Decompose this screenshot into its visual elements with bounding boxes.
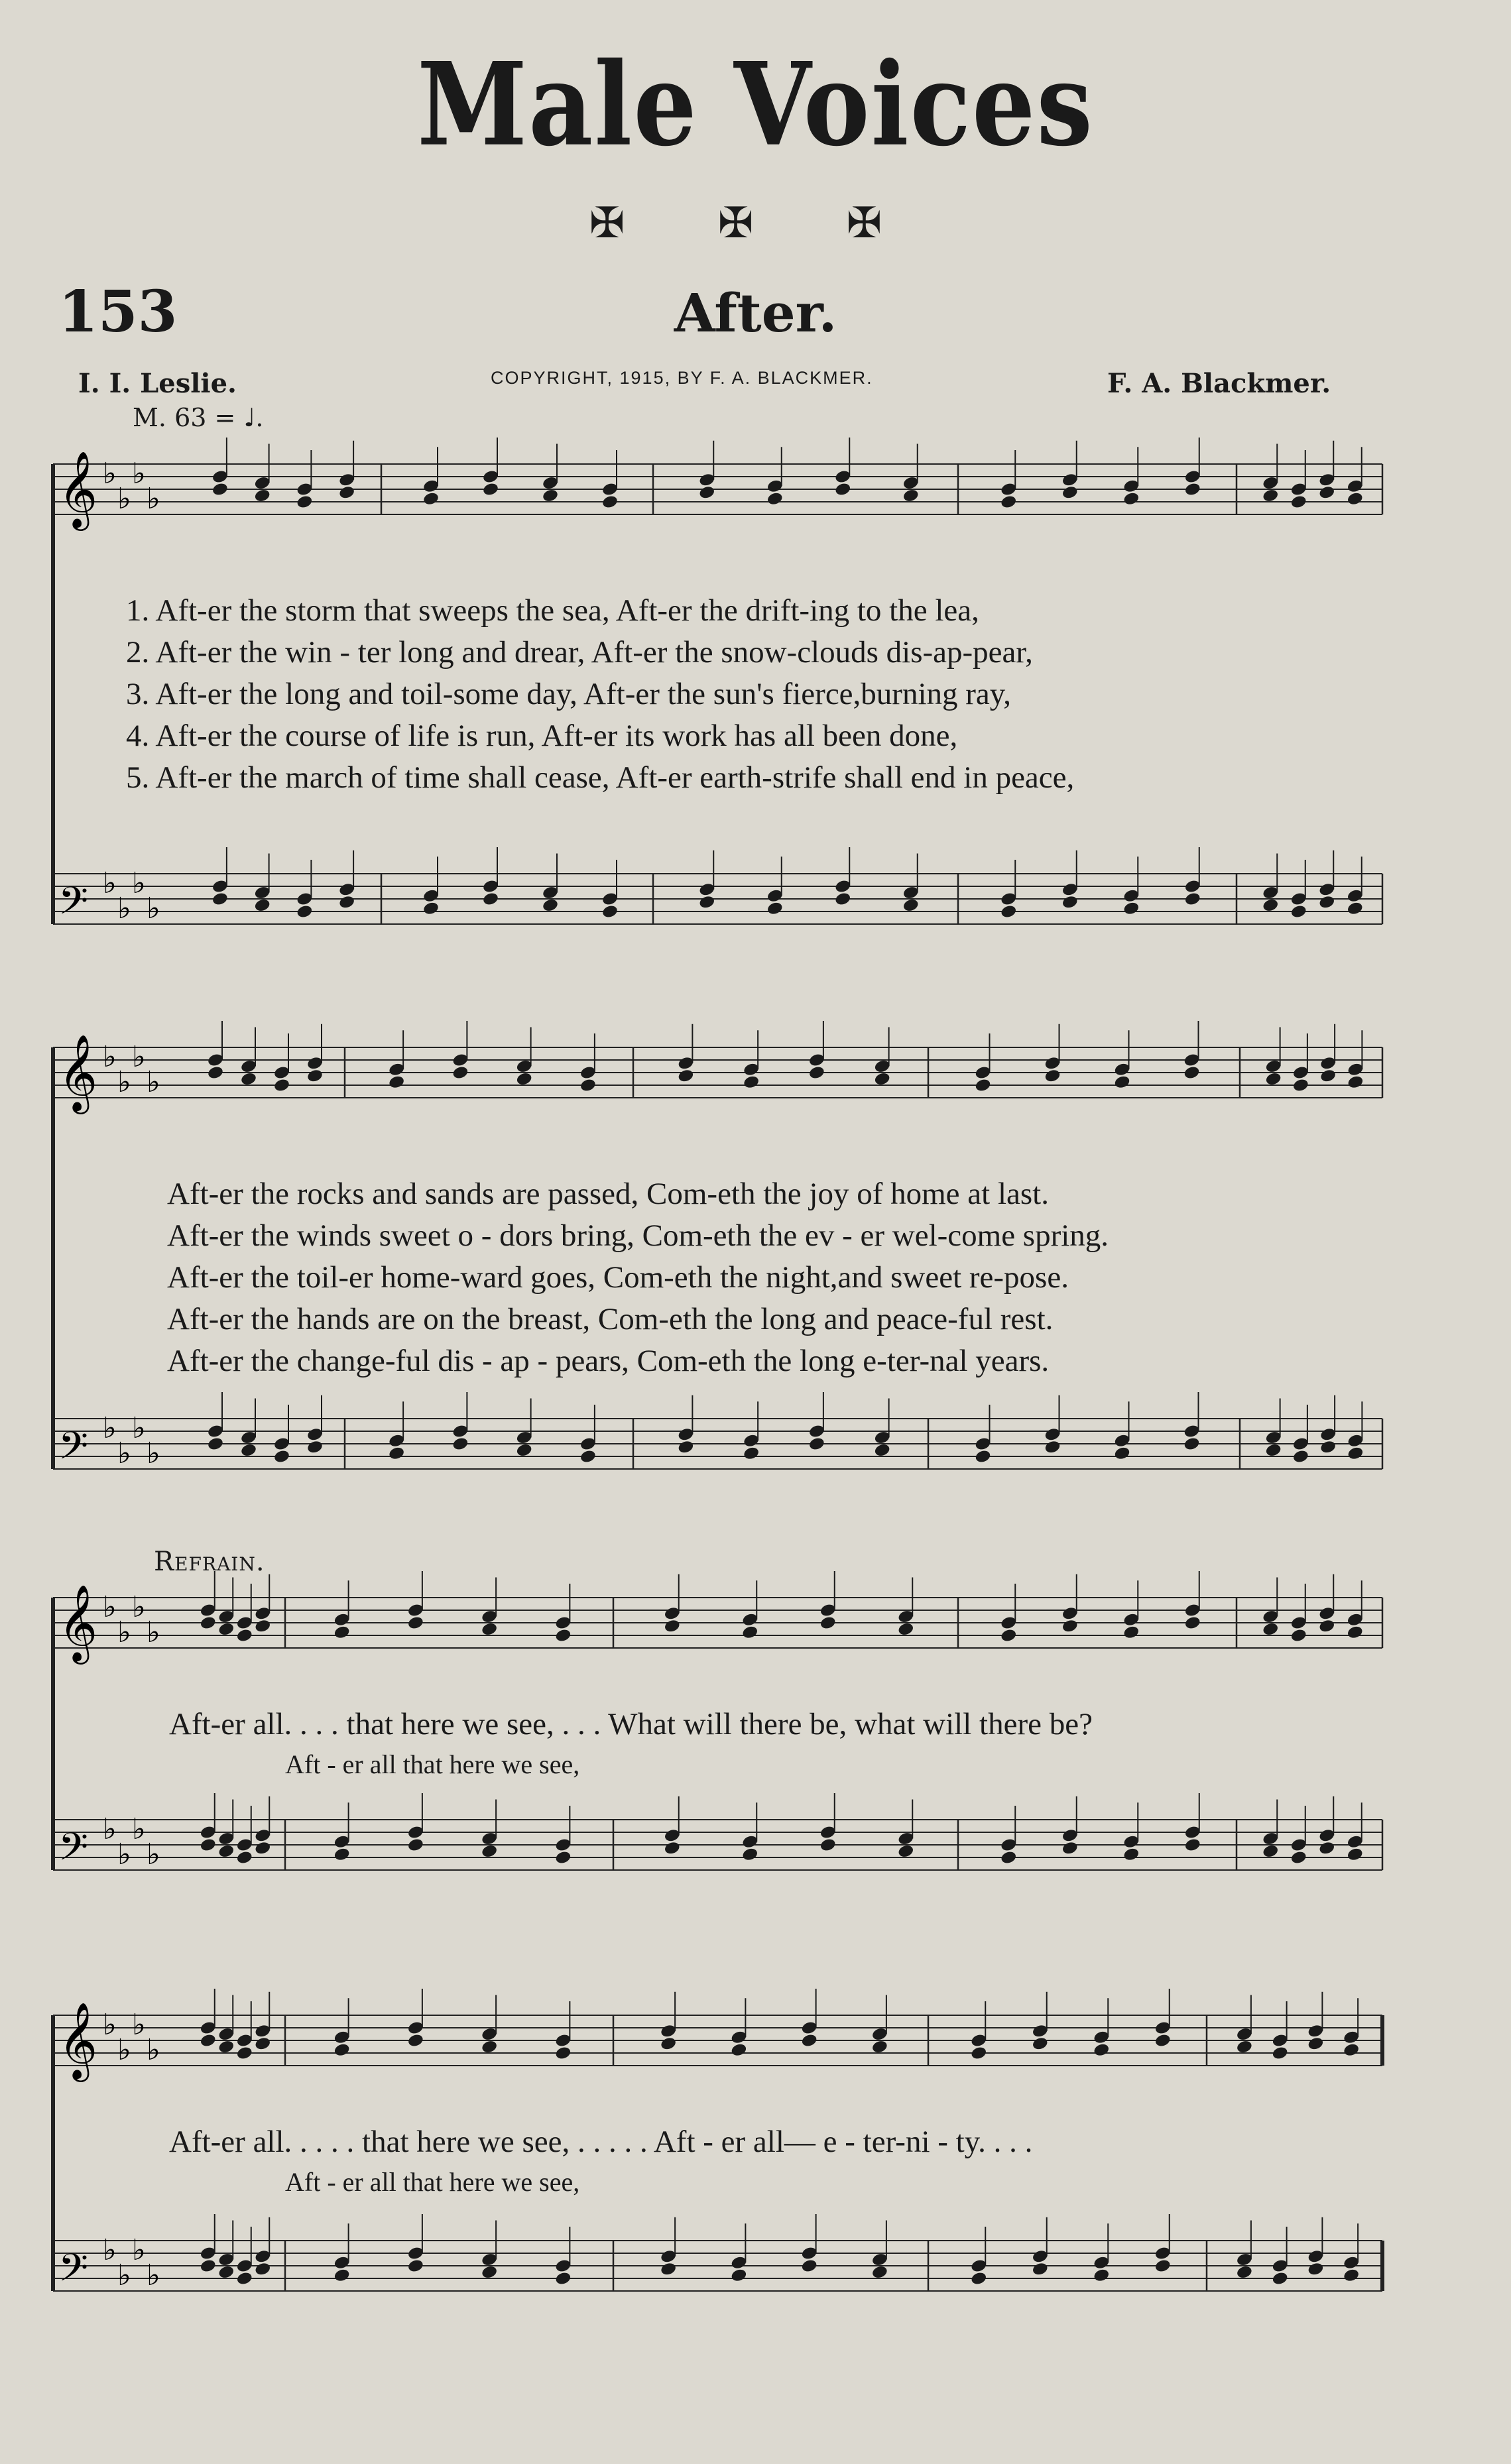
staff-3 (53, 1021, 1382, 1114)
svg-text:♭: ♭ (147, 2259, 160, 2292)
refrain-label: Refrain. (154, 1547, 265, 1577)
copyright-notice: COPYRIGHT, 1915, BY F. A. BLACKMER. (491, 368, 873, 388)
ornament-crosses: ✠ ✠ ✠ (589, 199, 922, 248)
svg-text:♭: ♭ (103, 866, 117, 900)
staff-1 (53, 438, 1382, 531)
svg-text:♭: ♭ (103, 1411, 117, 1445)
verse-3-line-a: 3. Aft-er the long and toil-some day, Aft-er the sun's fierce,burning ray, (126, 677, 1011, 711)
refrain-line-1-bass-words: Aft - er all that here we see, (285, 1749, 580, 1779)
svg-text:♭: ♭ (117, 1838, 131, 1871)
staff-5 (53, 1571, 1382, 1665)
staff-8 (53, 2214, 1382, 2300)
verse-4-line-b: Aft-er the hands are on the breast, Com-eth the long and peace-ful rest. (167, 1302, 1054, 1336)
svg-text:♭: ♭ (132, 1590, 146, 1624)
svg-text:♭: ♭ (103, 1812, 117, 1846)
svg-text:♭: ♭ (132, 1411, 146, 1445)
svg-text:♭: ♭ (147, 1615, 160, 1649)
svg-text:♭: ♭ (103, 2008, 117, 2042)
hymn-title: After. (674, 282, 837, 344)
tempo-marking: M. 63 = ♩. (133, 403, 264, 432)
staff-7 (53, 1989, 1382, 2082)
svg-text:♭: ♭ (132, 457, 146, 491)
svg-text:♭: ♭ (147, 2033, 160, 2067)
svg-text:♭: ♭ (117, 1437, 131, 1470)
verse-2-line-b: Aft-er the winds sweet o - dors bring, Com-eth the ev - er wel-come spring. (167, 1218, 1109, 1253)
svg-text:♭: ♭ (117, 892, 131, 925)
svg-text:♭: ♭ (117, 2259, 131, 2292)
verse-5-line-a: 5. Aft-er the march of time shall cease, Aft-er earth-strife shall end in peace, (126, 760, 1075, 795)
verse-1-line-a: 1. Aft-er the storm that sweeps the sea, Aft-er the drift-ing to the lea, (126, 593, 979, 628)
svg-text:♭: ♭ (147, 1065, 160, 1099)
svg-text:♭: ♭ (147, 1838, 160, 1871)
verse-3-line-b: Aft-er the toil-er home-ward goes, Com-eth the night,and sweet re-pose. (167, 1260, 1069, 1295)
staff-6 (53, 1793, 1382, 1879)
staff-4 (53, 1392, 1382, 1478)
refrain-line-2-bass-words: Aft - er all that here we see, (285, 2167, 580, 2197)
svg-text:𝄞: 𝄞 (58, 1584, 98, 1661)
svg-text:♭: ♭ (117, 482, 131, 516)
refrain-line-2: Aft-er all. . . . . that here we see, . . . . . Aft - er all— e - ter-ni - ty. . . . (169, 2125, 1033, 2159)
svg-text:♭: ♭ (103, 1590, 117, 1624)
svg-text:𝄞: 𝄞 (58, 2001, 98, 2079)
svg-text:𝄢: 𝄢 (58, 1824, 89, 1879)
svg-text:♭: ♭ (132, 2233, 146, 2267)
svg-text:♭: ♭ (103, 2233, 117, 2267)
svg-text:♭: ♭ (147, 482, 160, 516)
svg-text:♭: ♭ (117, 1065, 131, 1099)
composer-credit: F. A. Blackmer. (1107, 368, 1331, 399)
svg-text:𝄢: 𝄢 (58, 878, 89, 933)
staff-2 (53, 847, 1382, 933)
svg-text:♭: ♭ (147, 1437, 160, 1470)
author-credit: I. I. Leslie. (78, 368, 237, 399)
svg-text:♭: ♭ (117, 1615, 131, 1649)
hymn-number: 153 (58, 278, 178, 345)
svg-text:♭: ♭ (103, 457, 117, 491)
verse-2-line-a: 2. Aft-er the win - ter long and drear, Aft-er the snow-clouds dis-ap-pear, (126, 635, 1033, 670)
svg-text:♭: ♭ (132, 2008, 146, 2042)
svg-text:𝄢: 𝄢 (58, 1423, 89, 1478)
svg-text:𝄞: 𝄞 (58, 450, 98, 528)
svg-text:𝄞: 𝄞 (58, 1033, 98, 1111)
refrain-line-1: Aft-er all. . . . that here we see, . . . What will there be, what will there be? (169, 1707, 1093, 1741)
verse-5-line-b: Aft-er the change-ful dis - ap - pears, Com-eth the long e-ter-nal years. (167, 1344, 1050, 1378)
verse-1-line-b: Aft-er the rocks and sands are passed, Com-eth the joy of home at last. (167, 1177, 1049, 1211)
svg-text:♭: ♭ (147, 892, 160, 925)
svg-text:𝄢: 𝄢 (58, 2245, 89, 2300)
svg-text:♭: ♭ (132, 1812, 146, 1846)
verse-4-line-a: 4. Aft-er the course of life is run, Aft-er its work has all been done, (126, 719, 958, 753)
section-heading: Male Voices (417, 37, 1094, 172)
svg-text:♭: ♭ (103, 1040, 117, 1074)
svg-text:♭: ♭ (132, 866, 146, 900)
svg-text:♭: ♭ (117, 2033, 131, 2067)
svg-text:♭: ♭ (132, 1040, 146, 1074)
